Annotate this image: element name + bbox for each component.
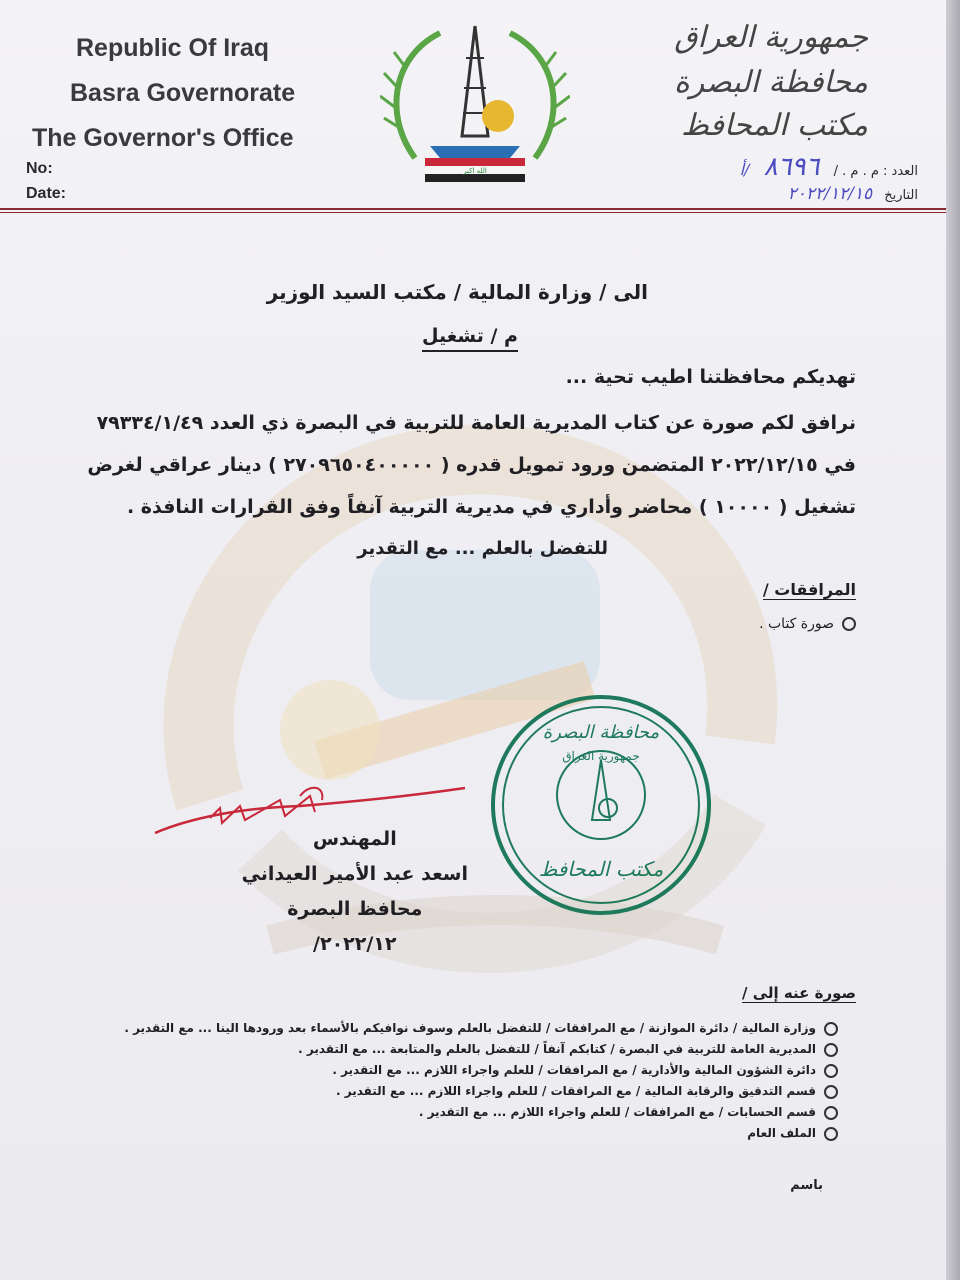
addressee: الى / وزارة المالية / مكتب السيد الوزير	[266, 280, 648, 304]
paragraph-line: نرافق لكم صورة عن كتاب المديرية العامة للتربية في البصرة ذي العدد ٧٩٣٣٤/١/٤٩	[96, 412, 856, 434]
header-rule-thin	[0, 212, 948, 213]
ar-office: مكتب المحافظ	[681, 108, 868, 143]
no-date-labels	[26, 156, 66, 206]
typist-initials: باسم	[790, 1178, 823, 1193]
date-value: ٢٠٢٢/١٢/١٥	[787, 184, 873, 204]
stamp-top-text: محافظة البصرة	[542, 722, 660, 743]
stamp-bottom-text: مكتب المحافظ	[538, 857, 664, 881]
bullet-icon	[842, 617, 856, 631]
bullet-icon	[824, 1043, 838, 1057]
header-country: Republic Of Iraq	[76, 34, 270, 62]
cc-item: دائرة الشؤون المالية والأدارية / مع المرافقات / للعلم واجراء اللازم ... مع التقدير .	[124, 1060, 838, 1081]
paragraph-line: في ٢٠٢٢/١٢/١٥ المتضمن ورود تمويل قدره ( ٢٧٠٩٦٥٠٤٠٠٠٠٠ ) دينار عراقي لغرض	[87, 454, 856, 476]
paragraph-line: تشغيل ( ١٠٠٠٠ ) محاضر وأداري في مديرية التربية آنفاً وفق القرارات النافذة .	[126, 496, 856, 518]
header-governorate: Basra Governorate	[70, 79, 296, 107]
date-label-ar: التاريخ	[884, 188, 918, 203]
cc-item: الملف العام	[124, 1123, 838, 1144]
cc-heading: صورة عنه إلى /	[742, 984, 856, 1002]
body-paragraph	[66, 402, 856, 528]
signer-position: محافظ البصرة	[287, 898, 423, 920]
attachments-heading: المرافقات /	[762, 580, 856, 599]
stamp-sub-text: جمهورية العراق	[562, 749, 640, 763]
cc-item: قسم التدقيق والرقابة المالية / مع المرافقات / للعلم واجراء اللازم ... مع التقدير .	[124, 1081, 838, 1102]
attachment-item: صورة كتاب .	[759, 616, 856, 632]
bullet-icon	[824, 1106, 838, 1120]
signer-title: المهندس	[312, 828, 397, 850]
bullet-icon	[824, 1127, 838, 1141]
cc-item: المديرية العامة للتربية في البصرة / كتابكم آنفاً / للتفضل بالعلم والمتابعة ... مع التقدير .	[124, 1039, 838, 1060]
bullet-icon	[824, 1064, 838, 1078]
page-edge	[946, 0, 960, 1280]
closing-line: للتفضل بالعلم ... مع التقدير	[357, 538, 608, 559]
ar-governorate: محافظة البصرة	[674, 65, 868, 100]
basra-logo	[380, 18, 570, 188]
bullet-icon	[824, 1022, 838, 1036]
subject-line: م / تشغيل	[422, 325, 518, 352]
ref-label: العدد : م . م . /	[833, 164, 918, 179]
governor-office-stamp	[486, 690, 716, 920]
header-rule	[0, 208, 948, 210]
ar-country: جمهورية العراق	[674, 20, 868, 55]
date-label: Date:	[26, 185, 67, 202]
signature-date: ٢٠٢٢/١٢/	[313, 933, 397, 955]
signer-name: اسعد عبد الأمير العيداني	[241, 863, 468, 885]
ref-number: ٨٦٩٦	[763, 152, 820, 182]
no-label: No:	[26, 160, 53, 177]
arabic-header	[674, 14, 868, 148]
cc-list	[124, 1018, 838, 1144]
reference-number	[739, 152, 918, 207]
svg-text:الله اكبر: الله اكبر	[463, 167, 487, 175]
header-office: The Governor's Office	[32, 124, 294, 152]
cc-item: قسم الحسابات / مع المرافقات / للعلم واجراء اللازم ... مع التقدير .	[124, 1102, 838, 1123]
english-header	[30, 26, 295, 161]
bullet-icon	[824, 1085, 838, 1099]
signature-block	[242, 822, 468, 962]
ref-suffix: /أ	[739, 160, 750, 179]
greeting: تهديكم محافظتنا اطيب تحية ...	[565, 366, 856, 388]
cc-item: وزارة المالية / دائرة الموازنة / مع المرافقات / للتفضل بالعلم وسوف نوافيكم بالأسماء بعد ورودها الينا ... مع التقدير .	[124, 1018, 838, 1039]
